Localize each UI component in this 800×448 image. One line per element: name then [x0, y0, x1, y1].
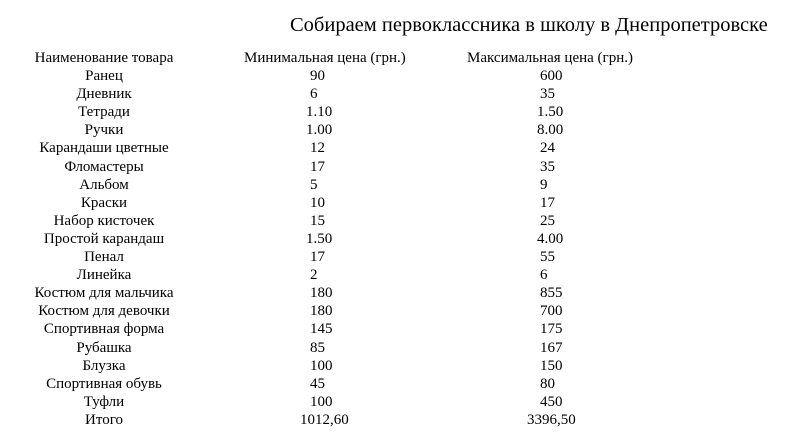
min-price-cell: 90	[310, 68, 325, 85]
max-price-cell: 9	[540, 176, 548, 193]
min-price-cell: 12	[310, 140, 325, 157]
item-name-cell: Костюм для мальчика	[34, 285, 174, 302]
item-name-cell: Спортивная обувь	[46, 375, 162, 392]
item-name-cell: Карандаши цветные	[39, 140, 169, 157]
table-row	[0, 158, 800, 176]
item-name-cell: Спортивная форма	[43, 321, 165, 338]
max-price-cell: 17	[540, 194, 555, 211]
table-row	[0, 375, 800, 393]
min-price-cell: 1012,60	[300, 411, 349, 428]
item-name-cell: Блузка	[82, 357, 126, 374]
table-row	[0, 248, 800, 266]
max-price-cell: 8.00	[537, 122, 564, 139]
table-row	[0, 302, 800, 320]
table-row	[0, 103, 800, 121]
max-price-cell: 24	[540, 140, 555, 157]
item-name-cell: Ранец	[85, 68, 123, 85]
max-price-cell: 35	[540, 86, 555, 103]
item-name-cell: Туфли	[83, 393, 125, 410]
item-name-cell: Набор кисточек	[53, 212, 155, 229]
item-name-cell: Линейка	[76, 267, 132, 284]
table-row	[0, 266, 800, 284]
min-price-cell: 180	[310, 285, 333, 302]
min-price-cell: 17	[310, 249, 325, 266]
min-price-cell: 2	[310, 267, 318, 284]
max-price-cell: 1.50	[537, 104, 564, 121]
min-price-cell: 180	[310, 303, 333, 320]
min-price-cell: 100	[310, 393, 333, 410]
max-price-cell: 3396,50	[527, 411, 576, 428]
min-price-cell: 17	[310, 158, 325, 175]
min-price-cell: 145	[310, 321, 333, 338]
table-row	[0, 393, 800, 411]
min-price-cell: 1.50	[306, 230, 333, 247]
header-min-price: Минимальная цена (грн.)	[244, 50, 406, 66]
max-price-cell: 55	[540, 249, 555, 266]
max-price-cell: 6	[540, 267, 548, 284]
max-price-cell: 450	[540, 393, 563, 410]
min-price-cell: 1.00	[306, 122, 333, 139]
table-row	[0, 320, 800, 338]
min-price-cell: 10	[310, 194, 325, 211]
table-row	[0, 121, 800, 139]
min-price-cell: 1.10	[306, 104, 333, 121]
item-name-cell: Ручки	[84, 122, 124, 139]
table-body	[0, 67, 800, 429]
min-price-cell: 6	[310, 86, 318, 103]
max-price-cell: 4.00	[537, 230, 564, 247]
table-row	[0, 411, 800, 429]
table-row	[0, 230, 800, 248]
max-price-cell: 700	[540, 303, 563, 320]
item-name-cell: Дневник	[76, 86, 132, 103]
max-price-cell: 150	[540, 357, 563, 374]
item-name-cell: Итого	[85, 411, 123, 428]
item-name-cell: Пенал	[84, 249, 124, 266]
table-row	[0, 67, 800, 85]
header-item-name: Наименование товара	[34, 50, 174, 66]
item-name-cell: Рубашка	[76, 339, 132, 356]
max-price-cell: 855	[540, 285, 563, 302]
max-price-cell: 600	[540, 68, 563, 85]
min-price-cell: 45	[310, 375, 325, 392]
header-max-price: Максимальная цена (грн.)	[467, 50, 633, 66]
table-header-row	[0, 49, 800, 67]
table-row	[0, 139, 800, 157]
table-row	[0, 212, 800, 230]
table-row	[0, 339, 800, 357]
price-table	[0, 49, 800, 429]
item-name-cell: Костюм для девочки	[38, 303, 170, 320]
item-name-cell: Альбом	[79, 176, 129, 193]
min-price-cell: 5	[310, 176, 318, 193]
table-row	[0, 357, 800, 375]
table-row	[0, 85, 800, 103]
max-price-cell: 167	[540, 339, 563, 356]
max-price-cell: 25	[540, 212, 555, 229]
item-name-cell: Простой карандаш	[43, 230, 165, 247]
item-name-cell: Тетради	[78, 104, 130, 121]
max-price-cell: 175	[540, 321, 563, 338]
table-row	[0, 284, 800, 302]
min-price-cell: 85	[310, 339, 325, 356]
min-price-cell: 15	[310, 212, 325, 229]
item-name-cell: Краски	[80, 194, 128, 211]
item-name-cell: Фломастеры	[64, 158, 144, 175]
min-price-cell: 100	[310, 357, 333, 374]
table-row	[0, 176, 800, 194]
max-price-cell: 80	[540, 375, 555, 392]
page-title: Собираем первоклассника в школу в Днепропетровске	[290, 14, 768, 36]
max-price-cell: 35	[540, 158, 555, 175]
table-row	[0, 194, 800, 212]
